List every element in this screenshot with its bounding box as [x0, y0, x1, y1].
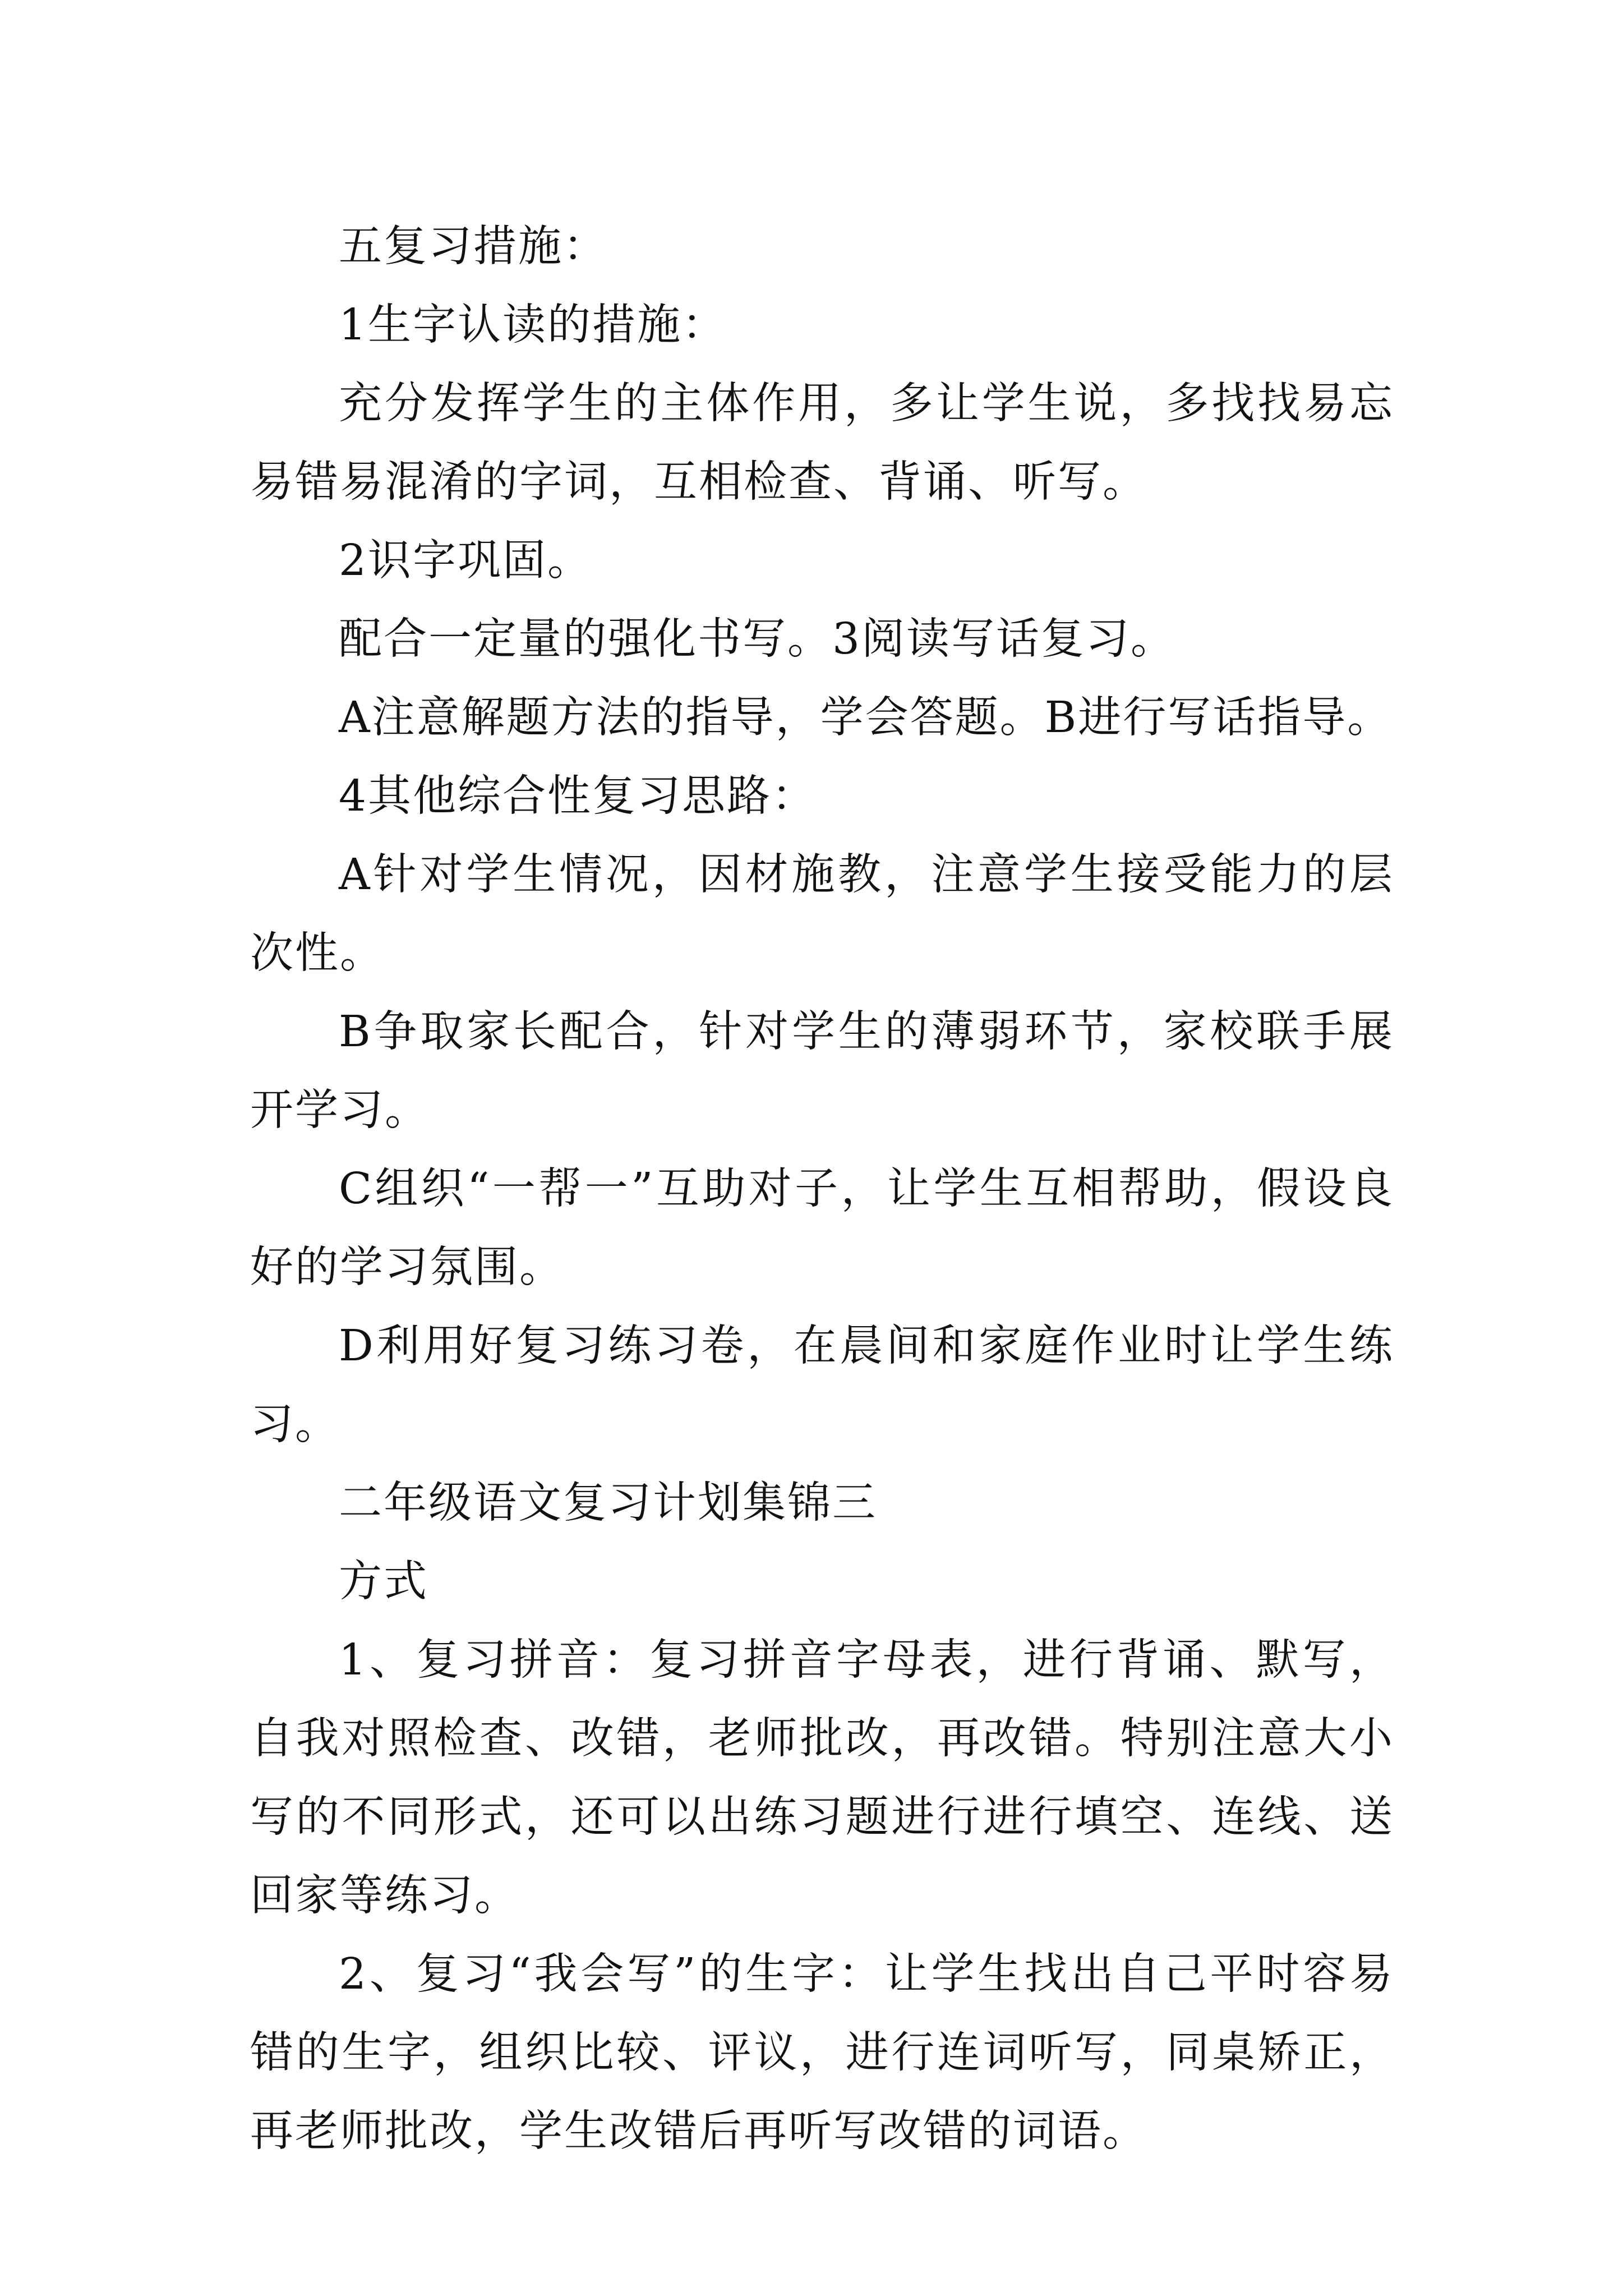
paragraph-item-b: B争取家长配合，针对学生的薄弱环节，家校联手展开学习。 [250, 1007, 1394, 1135]
paragraph-writing-practice: 配合一定量的强化书写。3阅读写话复习。 [339, 614, 1175, 664]
subheading-character-consolidation: 2识字巩固。 [339, 536, 592, 586]
paragraph-item-c: C组织“一帮一”互助对子，让学生互相帮助，假设良好的学习氛围。 [250, 1164, 1394, 1292]
paragraph-review-pinyin: 1、复习拼音：复习拼音字母表，进行背诵、默写，自我对照检查、改错，老师批改，再改错。特别注意大小写的不同形式，还可以出练习题进行进行填空、连线、送回家等练习。 [250, 1635, 1394, 1921]
subheading-character-reading: 1生字认读的措施： [339, 300, 727, 350]
paragraph-answer-guidance: A注意解题方法的指导，学会答题。B进行写话指导。 [339, 693, 1393, 743]
section-title-plan-three: 二年级语文复习计划集锦三 [339, 1478, 877, 1528]
paragraph-student-role: 充分发挥学生的主体作用，多让学生说，多找找易忘易错易混淆的字词，互相检查、背诵、听写。 [250, 379, 1394, 507]
paragraph-review-characters: 2、复习“我会写”的生字：让学生找出自己平时容易错的生字，组织比较、评议，进行连词听写，同桌矫正，再老师批改，学生改错后再听写改错的词语。 [250, 1949, 1394, 2156]
document-body [250, 208, 1394, 2171]
subheading-methods: 方式 [339, 1557, 428, 1607]
section-heading-review-measures: 五复习措施： [339, 222, 608, 272]
paragraph-item-d: D利用好复习练习卷，在晨间和家庭作业时让学生练习。 [250, 1321, 1394, 1450]
subheading-comprehensive-review: 4其他综合性复习思路： [339, 771, 817, 821]
paragraph-item-a: A针对学生情况，因材施教，注意学生接受能力的层次性。 [250, 850, 1394, 978]
